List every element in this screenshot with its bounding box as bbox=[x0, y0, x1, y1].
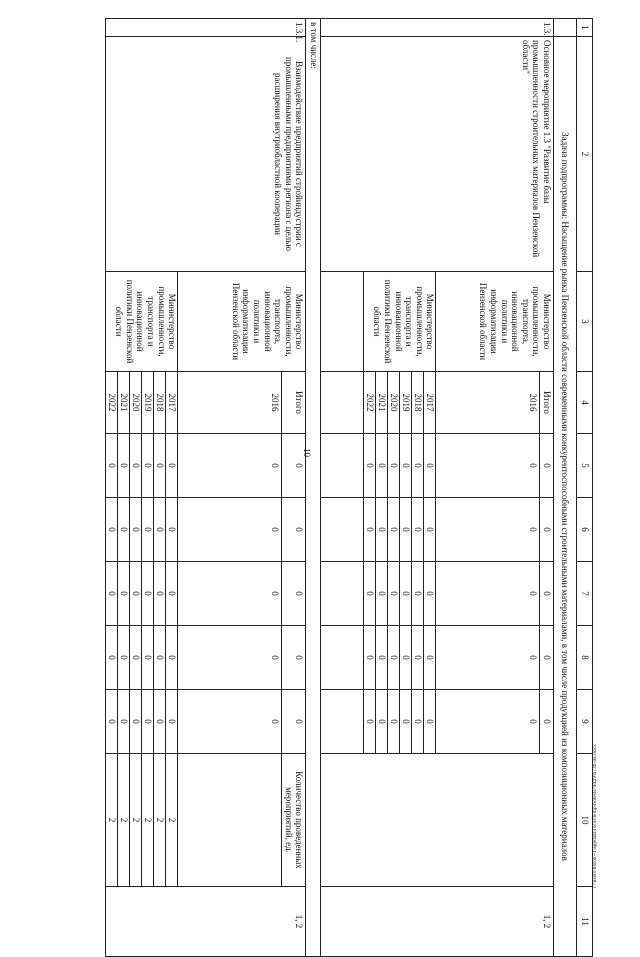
executor: Министерство промышленности, транспорта, инновационной политики и информатизации Пензенской области bbox=[436, 272, 554, 372]
value-cell: 0 bbox=[436, 690, 540, 754]
value-cell: 0 bbox=[412, 434, 424, 498]
year-cell: 2019 bbox=[400, 372, 412, 434]
column-number-row bbox=[577, 19, 593, 957]
value-cell: 0 bbox=[436, 626, 540, 690]
value-cell: 0 bbox=[154, 626, 166, 690]
value-cell: 0 bbox=[364, 690, 376, 754]
value-cell: 0 bbox=[166, 690, 178, 754]
table-row bbox=[282, 19, 306, 957]
value-cell: 0 bbox=[154, 690, 166, 754]
year-cell: 2017 bbox=[424, 372, 436, 434]
year-cell: 2019 bbox=[142, 372, 154, 434]
executor: Министерство промышленности, транспорта и инновационной политики Пензенской области bbox=[106, 272, 178, 372]
footer-file-path: c:\users\borok~1\appdata\local\temp\notes879449\6736-ua.docx bbox=[592, 744, 598, 888]
task-title-row bbox=[554, 19, 577, 957]
year-cell: 2018 bbox=[412, 372, 424, 434]
task-title: Задача подпрограммы: Насыщение рынка Пензенской области современными конкурентоспособными строительными материалами, в том числе продукцией из композиционных материалов bbox=[554, 37, 577, 957]
column-number: 8 bbox=[577, 626, 593, 690]
value-cell: 0 bbox=[130, 562, 142, 626]
value-cell: 0 bbox=[376, 562, 388, 626]
value-cell: 0 bbox=[106, 498, 118, 562]
value-cell: 0 bbox=[106, 434, 118, 498]
value-cell: 0 bbox=[142, 562, 154, 626]
total-label: Итого bbox=[282, 372, 306, 434]
value-cell: 0 bbox=[388, 690, 400, 754]
value-cell: 0 bbox=[364, 434, 376, 498]
indicator-cell: 2 bbox=[142, 754, 154, 887]
value-cell: 0 bbox=[178, 626, 282, 690]
value-cell: 0 bbox=[130, 690, 142, 754]
value-cell: 0 bbox=[364, 626, 376, 690]
measure-name: Основное мероприятие 1.3 "Развитие базы промышленности строительных материалов Пензенской области" bbox=[321, 37, 554, 272]
total-label: Итого bbox=[540, 372, 554, 434]
year-cell: 2022 bbox=[364, 372, 376, 434]
value-cell: 0 bbox=[540, 562, 554, 626]
value-cell: 0 bbox=[424, 690, 436, 754]
year-cell: 2022 bbox=[106, 372, 118, 434]
value-cell: 0 bbox=[400, 434, 412, 498]
year-cell: 2021 bbox=[376, 372, 388, 434]
value-cell: 0 bbox=[166, 626, 178, 690]
year-cell: 2017 bbox=[166, 372, 178, 434]
measure-name: Взаимодействие предприятий стройиндустрии с промышленными предприятиями региона с целью расширения внутриобластной кооперации bbox=[106, 37, 306, 272]
value-cell: 0 bbox=[540, 626, 554, 690]
column-number: 9 bbox=[577, 690, 593, 754]
indicator-cell: 2 bbox=[166, 754, 178, 887]
year-cell: 2020 bbox=[388, 372, 400, 434]
value-cell: 0 bbox=[282, 690, 306, 754]
value-cell: 0 bbox=[376, 690, 388, 754]
year-cell: 2021 bbox=[118, 372, 130, 434]
value-cell: 0 bbox=[400, 690, 412, 754]
value-cell: 0 bbox=[388, 562, 400, 626]
links-cell: 1, 2 bbox=[106, 887, 306, 957]
value-cell: 0 bbox=[400, 626, 412, 690]
indicator-cell: 2 bbox=[118, 754, 130, 887]
indicator-cell: 2 bbox=[154, 754, 166, 887]
value-cell: 0 bbox=[400, 498, 412, 562]
column-number: 10 bbox=[577, 754, 593, 887]
value-cell: 0 bbox=[118, 498, 130, 562]
value-cell: 0 bbox=[424, 562, 436, 626]
value-cell: 0 bbox=[424, 626, 436, 690]
executor: Министерство промышленности, транспорта и инновационной политики Пензенской области bbox=[364, 272, 436, 372]
in-total-label: в том числе: bbox=[306, 19, 321, 372]
value-cell: 0 bbox=[142, 434, 154, 498]
column-number: 5 bbox=[577, 434, 593, 498]
value-cell: 0 bbox=[436, 498, 540, 562]
value-cell: 0 bbox=[540, 434, 554, 498]
value-cell: 0 bbox=[436, 562, 540, 626]
value-cell: 0 bbox=[142, 626, 154, 690]
value-cell: 0 bbox=[282, 498, 306, 562]
value-cell: 0 bbox=[130, 498, 142, 562]
value-cell: 0 bbox=[436, 434, 540, 498]
value-cell: 0 bbox=[540, 690, 554, 754]
row-number: 1.3.1. bbox=[106, 19, 306, 37]
indicator-cell: 2 bbox=[106, 754, 118, 887]
column-number: 7 bbox=[577, 562, 593, 626]
value-cell: 0 bbox=[154, 562, 166, 626]
value-cell: 0 bbox=[412, 562, 424, 626]
value-cell: 0 bbox=[282, 434, 306, 498]
executor: Министерство промышленности, транспорта, инновационной политики и информатизации Пензенской области bbox=[178, 272, 306, 372]
value-cell: 0 bbox=[106, 562, 118, 626]
value-cell: 0 bbox=[118, 562, 130, 626]
program-table bbox=[105, 18, 593, 957]
column-number: 1 bbox=[577, 19, 593, 37]
value-cell: 0 bbox=[166, 498, 178, 562]
row-number: 1.3. bbox=[321, 19, 554, 37]
value-cell: 0 bbox=[118, 626, 130, 690]
value-cell: 0 bbox=[178, 562, 282, 626]
column-number: 6 bbox=[577, 498, 593, 562]
value-cell: 0 bbox=[376, 626, 388, 690]
column-number: 11 bbox=[577, 887, 593, 957]
value-cell: 0 bbox=[166, 434, 178, 498]
value-cell: 0 bbox=[166, 562, 178, 626]
year-cell: 2016 bbox=[436, 372, 540, 434]
in-total-row bbox=[306, 19, 321, 957]
column-number: 2 bbox=[577, 37, 593, 272]
value-cell: 0 bbox=[130, 626, 142, 690]
value-cell: 0 bbox=[142, 498, 154, 562]
value-cell: 0 bbox=[400, 562, 412, 626]
value-cell: 0 bbox=[106, 626, 118, 690]
value-cell: 0 bbox=[364, 498, 376, 562]
value-cell: 0 bbox=[388, 498, 400, 562]
column-number: 4 bbox=[577, 372, 593, 434]
value-cell: 0 bbox=[130, 434, 142, 498]
value-cell: 0 bbox=[424, 434, 436, 498]
value-cell: 0 bbox=[424, 498, 436, 562]
value-cell: 0 bbox=[154, 498, 166, 562]
value-cell: 0 bbox=[118, 434, 130, 498]
value-cell: 0 bbox=[118, 690, 130, 754]
value-cell: 0 bbox=[178, 498, 282, 562]
indicator-cell bbox=[321, 754, 554, 887]
indicator-cell bbox=[178, 754, 282, 887]
value-cell: 0 bbox=[376, 434, 388, 498]
links-cell: 1, 2 bbox=[321, 887, 554, 957]
value-cell: 0 bbox=[154, 434, 166, 498]
rotated-table-page bbox=[72, 18, 593, 929]
value-cell: 0 bbox=[282, 562, 306, 626]
indicator-cell: Количество проведенных мероприятий, ед. bbox=[282, 754, 306, 887]
value-cell: 0 bbox=[376, 498, 388, 562]
value-cell: 0 bbox=[412, 690, 424, 754]
year-cell: 2020 bbox=[130, 372, 142, 434]
page-number: 10 bbox=[302, 448, 312, 457]
value-cell: 0 bbox=[388, 434, 400, 498]
table-row bbox=[540, 19, 554, 957]
value-cell: 0 bbox=[142, 690, 154, 754]
value-cell: 0 bbox=[178, 690, 282, 754]
value-cell: 0 bbox=[178, 434, 282, 498]
column-number: 3 bbox=[577, 272, 593, 372]
value-cell: 0 bbox=[412, 626, 424, 690]
value-cell: 0 bbox=[388, 626, 400, 690]
value-cell: 0 bbox=[106, 690, 118, 754]
year-cell: 2018 bbox=[154, 372, 166, 434]
value-cell: 0 bbox=[412, 498, 424, 562]
value-cell: 0 bbox=[364, 562, 376, 626]
value-cell: 0 bbox=[282, 626, 306, 690]
year-cell: 2016 bbox=[178, 372, 282, 434]
indicator-cell: 2 bbox=[130, 754, 142, 887]
value-cell: 0 bbox=[540, 498, 554, 562]
